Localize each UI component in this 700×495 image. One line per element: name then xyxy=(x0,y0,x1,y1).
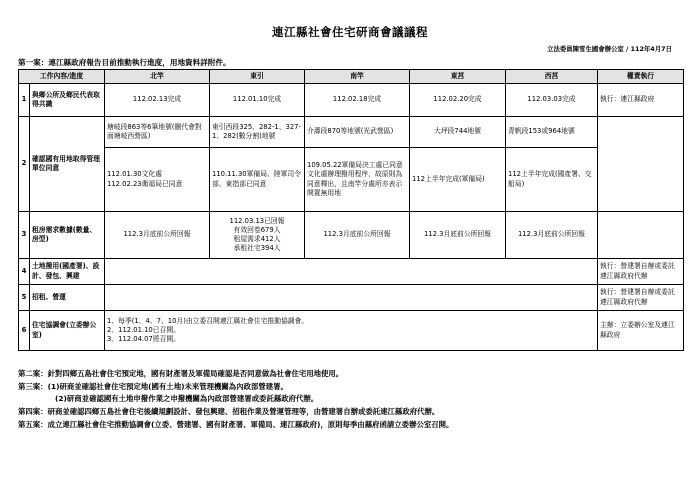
row-number: 1 xyxy=(19,84,30,117)
header-row xyxy=(19,70,684,84)
cell-beigan: 112.3月底前公所回報 xyxy=(105,212,210,259)
header-responsibility: 權責執行 xyxy=(598,70,684,84)
cell-responsibility: 執行：營建署自辦或委託連江縣政府代辦 xyxy=(598,259,684,285)
case-5-text: 第五案：成立連江縣社會住宅推動協調會(立委、營建署、國有財產署、軍備局、連江縣政府)，原則每季由縣府函請立委辦公室召開。 xyxy=(18,419,454,429)
cell-dongju-land: 大坪段744地號 xyxy=(410,117,506,148)
cell-beigan: 112.02.13完成 xyxy=(105,84,210,117)
cell-dongyin: 112.01.10完成 xyxy=(210,84,305,117)
row-number: 4 xyxy=(19,259,30,285)
row-item: 與鄉公所及鄉民代表取得共識 xyxy=(30,84,105,117)
cell-responsibility-empty xyxy=(598,212,684,259)
author-date-line: 立法委員陳雪生國會辦公室 / 112年4月7日 xyxy=(547,45,672,53)
row-item: 招租、營運 xyxy=(30,285,105,311)
cell-nangan-land: 介壽段870等地號(光武營區) xyxy=(305,117,410,148)
cell-dongyin-approval: 110.11.30軍備局、陸軍司令部、東指部已同意 xyxy=(210,148,305,212)
header-xiju: 西莒 xyxy=(506,70,598,84)
cell-responsibility: 執行：營建署自辦或委託連江縣政府代辦 xyxy=(598,285,684,311)
cell-responsibility: 執行：連江縣政府 xyxy=(598,84,684,117)
cell-nangan: 112.02.18完成 xyxy=(305,84,410,117)
table-row xyxy=(19,311,684,351)
header-dongyin: 東引 xyxy=(210,70,305,84)
case-3-text-1: 第三案：(1)研商並確認社會住宅預定地(國有土地)未來管理機關為內政部營建署。 xyxy=(18,381,288,391)
row-item: 確認國有用地取得管理單位同意 xyxy=(30,117,105,212)
cell-span-empty xyxy=(105,259,598,285)
agenda-notes xyxy=(18,368,688,432)
document-title: 連江縣社會住宅研商會議議程 xyxy=(272,25,428,39)
row-number: 3 xyxy=(19,212,30,259)
case-1-heading: 第一案：連江縣政府報告目前推動執行進度，用地資料詳附件。 xyxy=(18,58,231,67)
case-3-text-2: (2)研商並確認國有土地申撥作業之申撥機關為內政部營建署或委託縣政府代辦。 xyxy=(55,394,319,404)
header-item: 工作內容/進度 xyxy=(19,70,105,84)
table-row xyxy=(19,117,684,148)
header-dongju: 東莒 xyxy=(410,70,506,84)
cell-dongyin-land: 東引西段325、282-1、327-1、282(數分割)地號 xyxy=(210,117,305,148)
row-number: 6 xyxy=(19,311,30,351)
cell-beigan-approval: 112.01.30文化處 112.02.23衛福局已同意 xyxy=(105,148,210,212)
case-4-text: 第四案：研商並確認四鄉五島社會住宅後續規劃設計、發包興建、招租作業及營運管理等，由營建署自辦或委託連江縣政府代辦。 xyxy=(18,407,440,417)
cell-dongju: 112.3月底前公所回報 xyxy=(410,212,506,259)
header-beigan: 北竿 xyxy=(105,70,210,84)
agenda-table xyxy=(18,69,684,351)
cell-responsibility: 主辦：立委辦公室及連江縣政府 xyxy=(598,311,684,351)
table-row xyxy=(19,259,684,285)
table-row xyxy=(19,148,684,212)
cell-dongju: 112.02.20完成 xyxy=(410,84,506,117)
cell-dongyin: 112.03.13已回報 有效回卷679人 租屋需求412人 承租社宅394人 xyxy=(210,212,305,259)
cell-responsibility-empty xyxy=(598,117,684,212)
cell-xiju-approval: 112上半年完成(國產署、交船局) xyxy=(506,148,598,212)
row-number: 5 xyxy=(19,285,30,311)
case-2-text: 第二案：針對四鄉五島社會住宅預定地，國有財產署及軍備局確認是否同意做為社會住宅用地使用。 xyxy=(18,369,344,378)
table-row xyxy=(19,212,684,259)
cell-span-empty xyxy=(105,285,598,311)
row-number: 2 xyxy=(19,117,30,212)
row-item: 住宅協調會(立委辦公室) xyxy=(30,311,105,351)
row-item: 租房需求數據(數量、房型) xyxy=(30,212,105,259)
cell-nangan: 112.3月底前公所回報 xyxy=(305,212,410,259)
cell-xiju-land: 青帆段153或964地號 xyxy=(506,117,598,148)
table-row xyxy=(19,285,684,311)
header-nangan: 南竿 xyxy=(305,70,410,84)
row-item: 土地撥用(國產署)、設計、發包、興建 xyxy=(30,259,105,285)
cell-nangan-approval: 109.05.22軍備局決工處已同意文化處辦理撥用程序，故原則為同意釋出，且南竿分處所亦表示開置無用地 xyxy=(305,148,410,212)
table-row xyxy=(19,84,684,117)
cell-xiju: 112.03.03完成 xyxy=(506,84,598,117)
cell-xiju: 112.3月底前公所回報 xyxy=(506,212,598,259)
cell-dongju-approval: 112上半年完成(軍備局) xyxy=(410,148,506,212)
cell-meeting-content: 1、每季(1、4、7、10月)由立委召開連江縣社會住宅推動協調會。 2、112.01.10已召開。 3、112.04.07將召開。 xyxy=(105,311,598,351)
cell-beigan-land: 塘岐段863等6筆地號(刪代會對面塘岐西營區) xyxy=(105,117,210,148)
